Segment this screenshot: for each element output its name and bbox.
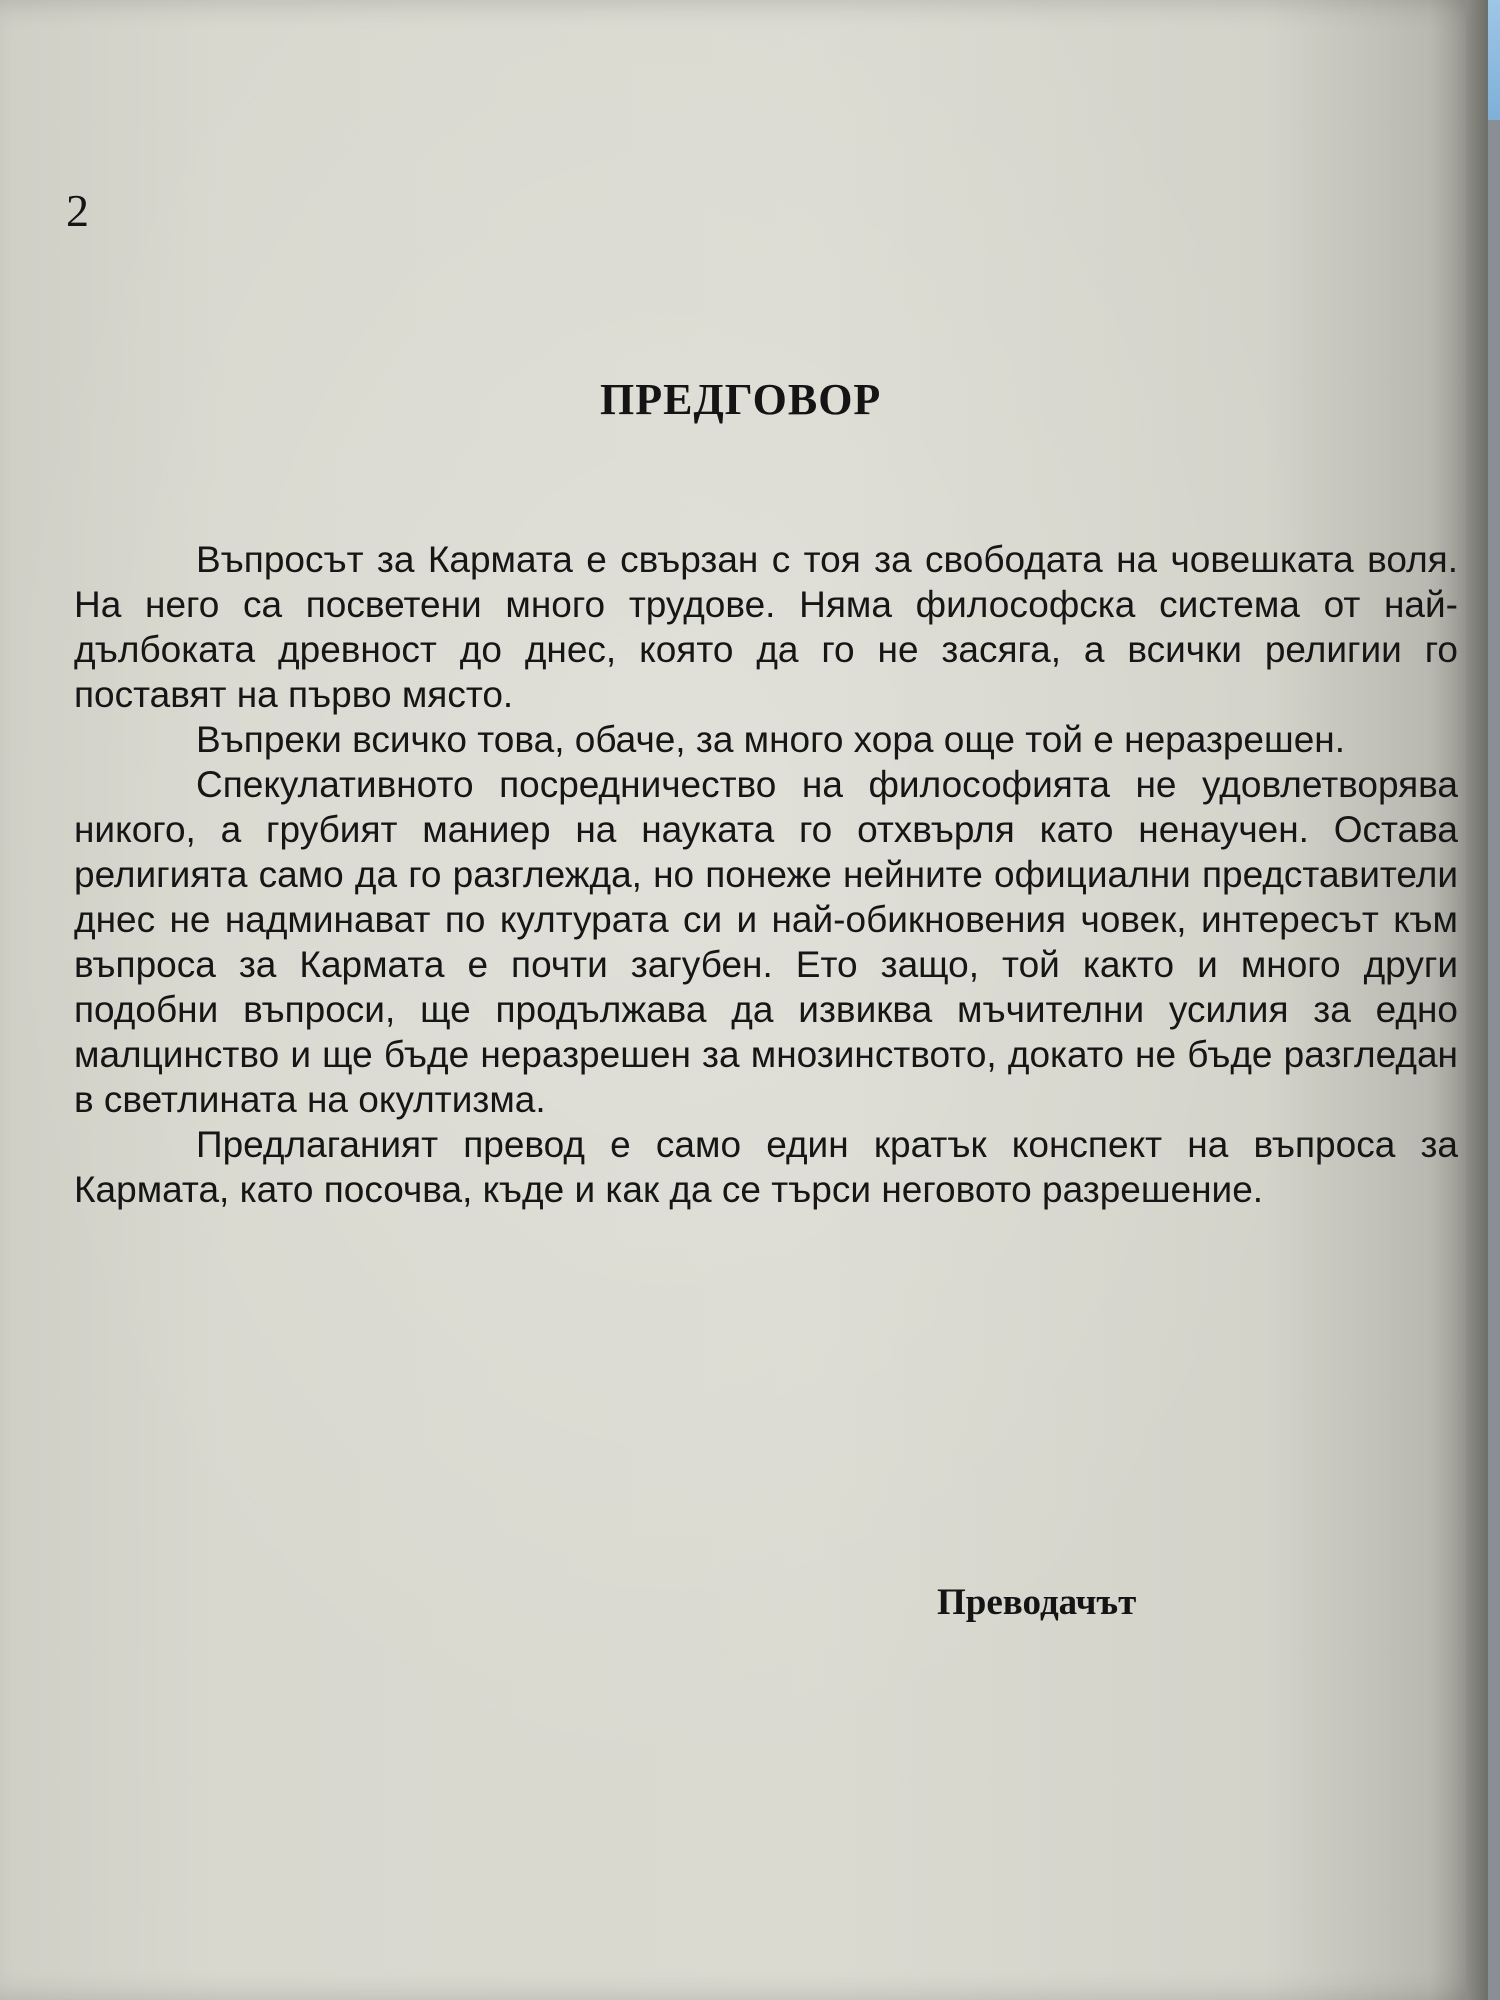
page-heading: ПРЕДГОВОР bbox=[600, 375, 882, 424]
paragraph-2: Въпреки всичко това, обаче, за много хора още той е неразрешен. bbox=[196, 719, 1345, 760]
body-text bbox=[74, 537, 1458, 1212]
paragraph-1: Въпросът за Кармата е свързан с тоя за свободата на човешката воля. На него са посветени много трудове. Няма философска система от най-дълбоката древност до днес, която да го не засяга, а всички религии го поставят на първо място. bbox=[74, 539, 1458, 715]
paragraph-4: Предлаганият превод е само един кратък конспект на въпроса за Кармата, като посочва, къде и как да се търси неговото разрешение. bbox=[74, 1124, 1458, 1210]
page-number: 2 bbox=[66, 185, 89, 236]
page-gutter bbox=[1466, 0, 1488, 2000]
paragraph-3: Спекулативното посредничество на философията не удовлетворява никого, а грубият маниер на науката го отхвърля като ненаучен. Остава религията само да го разглежда, но понеже нейните официални представители днес не надминават по културата си и най-обикновения човек, интересът към въпроса за Кармата е почти загубен. Ето защо, той както и много други подобни въпроси, ще продължава да извиква мъчителни усилия за едно малцинство и ще бъде неразрешен за мнозинството, докато не бъде разгледан в светлината на окултизма. bbox=[74, 764, 1458, 1120]
translator-signature: Преводачът bbox=[937, 1582, 1137, 1623]
